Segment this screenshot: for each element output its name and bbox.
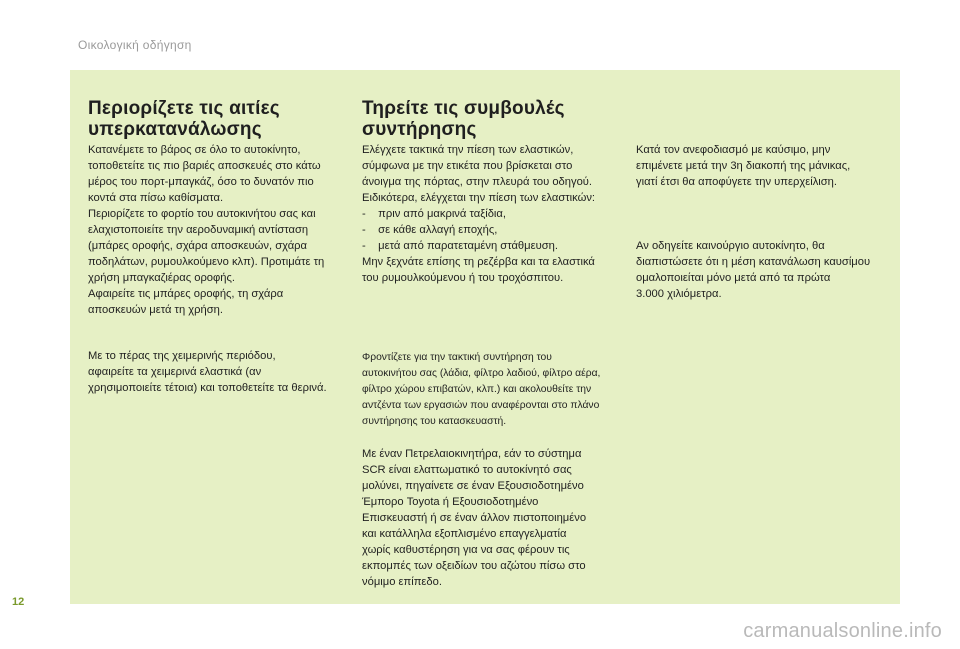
watermark: carmanualsonline.info [743, 620, 942, 642]
paragraph-new-vehicle [636, 238, 886, 302]
text-line: SCR είναι ελαττωματικό το αυτοκίνητό σας [362, 464, 572, 476]
text-line: ομαλοποιείται μόνο μετά από τα πρώτα [636, 272, 831, 284]
text-line: Έμπορο Toyota ή Εξουσιοδοτημένο [362, 496, 539, 508]
content-panel [70, 70, 900, 604]
text-line: γιατί έτσι θα αποφύγετε την υπερχείλιση. [636, 176, 838, 188]
text-line: 3.000 χιλιόμετρα. [636, 288, 722, 300]
text-line: μολύνει, πηγαίνετε σε έναν Εξουσιοδοτημένο [362, 480, 584, 492]
text-line: Ελέγχετε τακτικά την πίεση των ελαστικών, [362, 144, 574, 156]
paragraph-tyre-pressure [362, 142, 624, 286]
section-title: Οικολογική οδήγηση [78, 38, 192, 52]
text-line: μέρος του πορτ-μπαγκάζ, όσο το δυνατόν πιο [88, 176, 314, 188]
text-line: νόμιμο επίπεδο. [362, 576, 442, 588]
paragraph-refuelling [636, 142, 886, 190]
heading-line: συντήρησης [362, 119, 477, 140]
text-line: Με το πέρας της χειμερινής περιόδου, [88, 350, 276, 362]
list-item: - πριν από μακρινά ταξίδια, [362, 208, 506, 220]
text-line: αποσκευών μετά τη χρήση. [88, 304, 224, 316]
paragraph-regular-service [362, 350, 624, 430]
text-line: Φροντίζετε για την τακτική συντήρηση του [362, 352, 552, 363]
text-line: σύμφωνα με την ετικέτα που βρίσκεται στο [362, 160, 573, 172]
heading-limit-overconsumption [88, 98, 346, 140]
text-line: κοντά στα πίσω καθίσματα. [88, 192, 224, 204]
text-line: Επισκευαστή ή σε έναν άλλον πιστοποιημένο [362, 512, 587, 524]
heading-line: Τηρείτε τις συμβουλές [362, 98, 565, 119]
list-item: - σε κάθε αλλαγή εποχής, [362, 224, 498, 236]
paragraph-scr-system [362, 446, 624, 590]
text-line: Με έναν Πετρελαιοκινητήρα, εάν το σύστημα [362, 448, 582, 460]
text-line: αφαιρείτε τα χειμερινά ελαστικά (αν [88, 366, 262, 378]
list-item: - μετά από παρατεταμένη στάθμευση. [362, 240, 558, 252]
heading-line: Περιορίζετε τις αιτίες [88, 98, 280, 119]
text-line: επιμένετε μετά την 3η διακοπή της μάνικας, [636, 160, 851, 172]
text-line: χρήση μπαγκαζιέρας οροφής. [88, 272, 236, 284]
text-line: διαπιστώσετε ότι η μέση κατανάλωση καυσίμου [636, 256, 871, 268]
text-line: φίλτρο χώρου επιβατών, κλπ.) και ακολουθείτε την [362, 384, 592, 395]
text-line: χρησιμοποιείτε τέτοια) και τοποθετείτε τα θερινά. [88, 382, 327, 394]
text-line: Κατανέμετε το βάρος σε όλο το αυτοκίνητο, [88, 144, 301, 156]
paragraph-winter-tyres [88, 348, 346, 396]
text-line: του ρυμουλκούμενου ή του τροχόσπιτου. [362, 272, 564, 284]
text-line: Αν οδηγείτε καινούργιο αυτοκίνητο, θα [636, 240, 825, 252]
page-number: 12 [12, 596, 25, 608]
text-line: εκπομπές των οξειδίων του αζώτου πίσω στο [362, 560, 586, 572]
heading-maintenance-advice [362, 98, 624, 140]
heading-line: υπερκατανάλωσης [88, 119, 262, 140]
text-line: Κατά τον ανεφοδιασμό με καύσιμο, μην [636, 144, 831, 156]
text-line: άνοιγμα της πόρτας, στην πλευρά του οδηγού. [362, 176, 593, 188]
text-line: συντήρησης του κατασκευαστή. [362, 416, 507, 427]
text-line: Αφαιρείτε τις μπάρες οροφής, τη σχάρα [88, 288, 284, 300]
text-line: Περιορίζετε το φορτίο του αυτοκινήτου σας και [88, 208, 316, 220]
text-line: αυτοκινήτου σας (λάδια, φίλτρο λαδιού, φίλτρο αέρα, [362, 368, 601, 379]
text-line: (μπάρες οροφής, σχάρα αποσκευών, σχάρα [88, 240, 308, 252]
paragraph-weight-distribution [88, 142, 346, 318]
text-line: και κατάλληλα εξοπλισμένο επαγγελματία [362, 528, 567, 540]
text-line: τοποθετείτε τις πιο βαριές αποσκευές στο κάτω [88, 160, 321, 172]
text-line: αντζέντα των εργασιών που αναφέρονται στο πλάνο [362, 400, 600, 411]
text-line: Μην ξεχνάτε επίσης τη ρεζέρβα και τα ελαστικά [362, 256, 595, 268]
text-line: Ειδικότερα, ελέγχεται την πίεση των ελαστικών: [362, 192, 596, 204]
text-line: χωρίς καθυστέρηση για να σας φέρουν τις [362, 544, 570, 556]
text-line: ελαχιστοποιείτε την αεροδυναμική αντίσταση [88, 224, 309, 236]
text-line: ποδηλάτων, ρυμουλκούμενο κλπ). Προτιμάτε τη [88, 256, 325, 268]
